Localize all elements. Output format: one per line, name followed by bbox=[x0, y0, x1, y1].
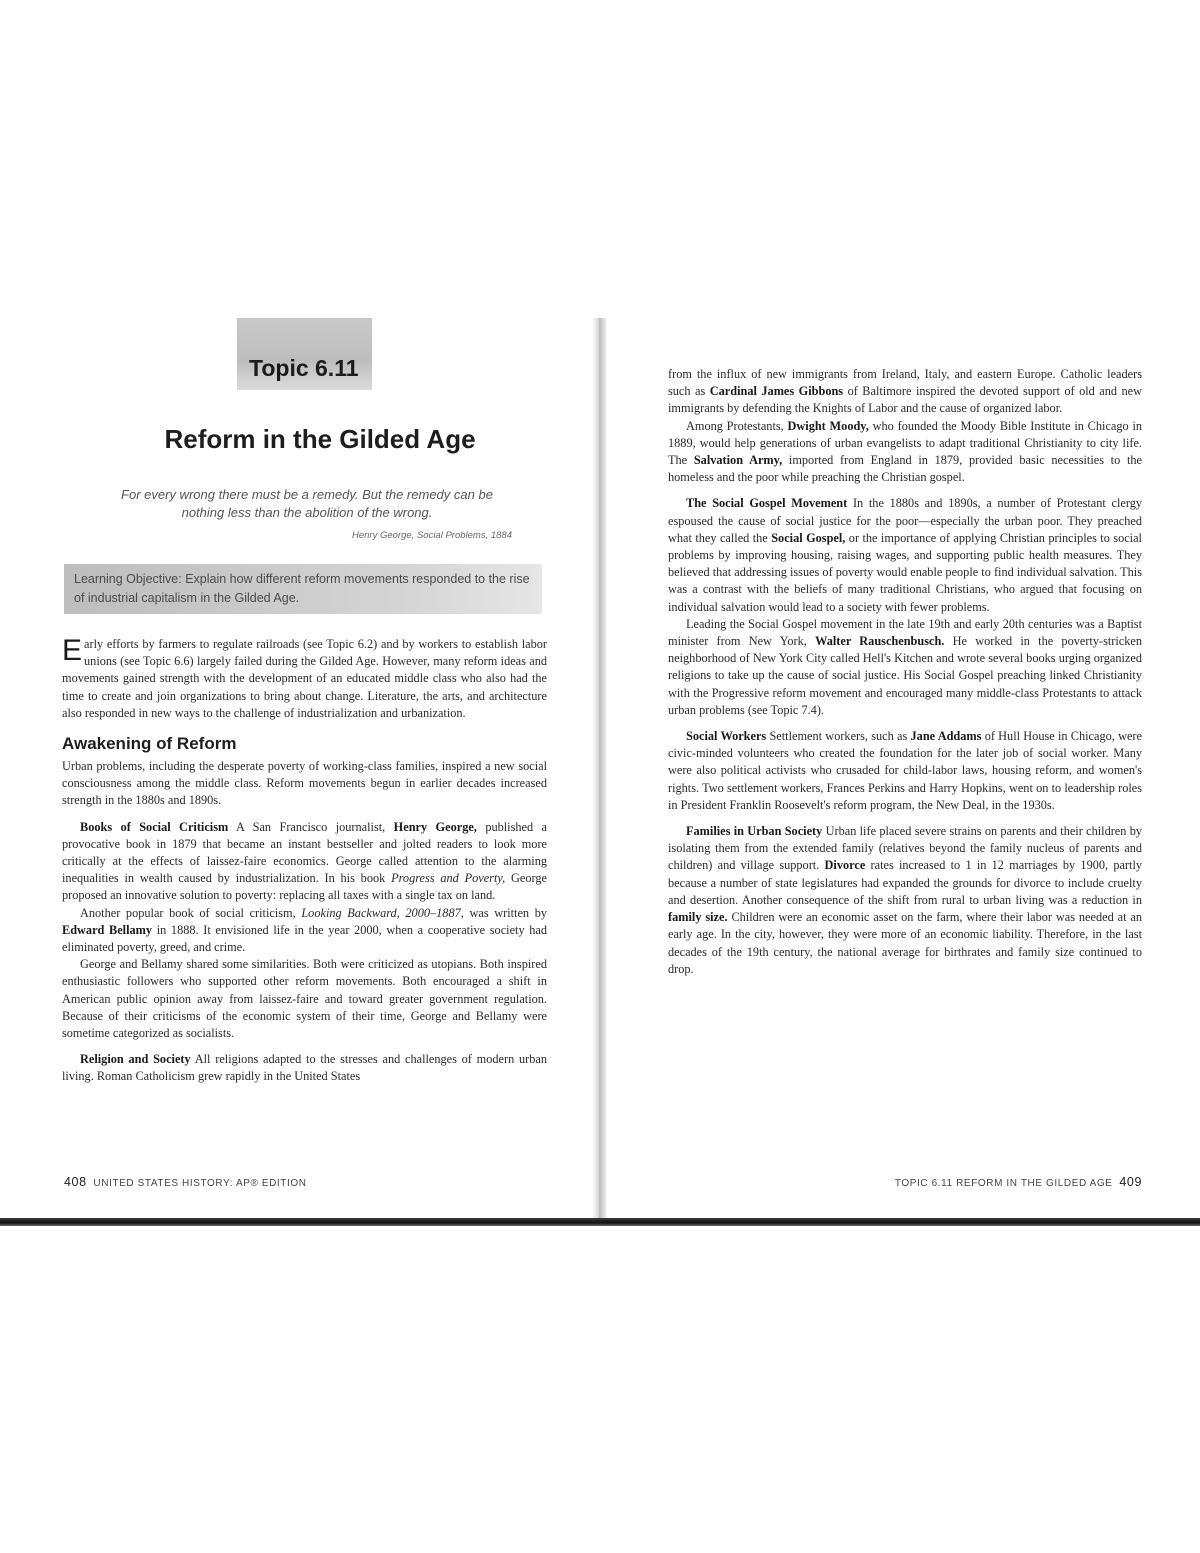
families-heading: Families in Urban Society bbox=[686, 824, 823, 839]
families-text-3: Children were an economic asset on the farm, where their labor was needed at an early age. In the city, however, they were more of an economic liability. Therefore, in the last decades of the 19th century, the national average for birthrates and family size continued to drop. bbox=[668, 910, 1142, 976]
books-text-2: published a provocative book in 1879 that became an instant bestseller and jolted readers to look more critically at the effects of laissez-faire economics. George called attention to the alarming inequalities in wealth caused by industrialization. In his book bbox=[62, 819, 548, 886]
bellamy-text-3: in 1888. It envisioned life in the year 2000, when a cooperative society had eliminated poverty, greed, and crime. bbox=[62, 922, 547, 955]
families-text-1: Urban life placed severe strains on parents and their children by isolating them from the extended family (relatives beyond the family nucleus of parents and children) and village support. bbox=[668, 824, 1143, 873]
families-paragraph bbox=[668, 823, 1142, 978]
bellamy-paragraph bbox=[62, 905, 547, 957]
learning-objective-text: Explain how different reform movements responded to the rise of industrial capitalism in the Gilded Age. bbox=[74, 572, 530, 605]
religion-text: All religions adapted to the stresses and challenges of modern urban living. Roman Catholicism grew rapidly in the United States bbox=[62, 1052, 547, 1084]
religion-heading: Religion and Society bbox=[80, 1052, 191, 1067]
learning-objective-box bbox=[64, 564, 542, 614]
edward-bellamy: Edward Bellamy bbox=[62, 922, 153, 937]
progress-and-poverty: Progress and Poverty, bbox=[391, 871, 506, 886]
catholic-paragraph bbox=[668, 366, 1142, 418]
section-heading: Awakening of Reform bbox=[62, 734, 237, 754]
bellamy-text-2: was written by bbox=[469, 905, 548, 920]
intro-paragraph bbox=[62, 636, 547, 722]
gospel-text-1: In the 1880s and 1890s, a number of Protestant clergy espoused the cause of social justice for the poor—especially the urban poor. They preached what they called the bbox=[668, 496, 1142, 545]
workers-text-2: of Hull House in Chicago, were civic-minded volunteers who created the foundation for the later job of social worker. Many were also political activists who crusaded for child-labor laws, housing reform, and women's rights. Two settlement workers, Frances Perkins and Harry Hopkins, went on to leadership roles in President Franklin Roosevelt's reform program, the New Deal, in the 1930s. bbox=[668, 729, 1142, 812]
protestant-paragraph bbox=[668, 418, 1142, 487]
catholic-text-1: from the influx of new immigrants from Ireland, Italy, and eastern Europe. Catholic leaders such as bbox=[668, 367, 1142, 399]
right-page-footer bbox=[895, 1175, 1142, 1189]
left-footer-text: UNITED STATES HISTORY: AP® EDITION bbox=[93, 1178, 307, 1189]
book-gutter bbox=[592, 318, 606, 1223]
family-size-term: family size. bbox=[668, 910, 728, 925]
chapter-title: Reform in the Gilded Age bbox=[164, 424, 476, 454]
gospel-text-2: or the importance of applying Christian principles to social problems by improving housing, raising wages, and supporting public health measures. They believed that addressing issues of poverty would enable people to find individual salvation. This was a contrast with the beliefs of many traditional Christians, who argued that focusing on individual salvation would lead to a society with fewer problems. bbox=[668, 530, 1142, 614]
epigraph-source: Henry George, Social Problems, 1884 bbox=[352, 530, 512, 541]
books-text-1: A San Francisco journalist, bbox=[235, 819, 386, 834]
looking-backward: Looking Backward, 2000–1887, bbox=[301, 905, 464, 920]
jane-addams: Jane Addams bbox=[910, 729, 982, 744]
drop-cap: E bbox=[62, 634, 83, 667]
moody-text-2: who founded the Moody Bible Institute in Chicago in 1889, would help generations of urban evangelists to adapt traditional Christianity to city life. The bbox=[668, 418, 1143, 468]
divorce-term: Divorce bbox=[824, 858, 866, 873]
social-gospel-paragraph bbox=[668, 495, 1142, 615]
epigraph-quote: For every wrong there must be a remedy. But the remedy can be nothing less than the abolition of the wrong. bbox=[121, 487, 493, 520]
intro-text: arly efforts by farmers to regulate railroads (see Topic 6.2) and by workers to establish labor unions (see Topic 6.6) largely failed during the Gilded Age. However, many reform ideas and movements gained strength with the development of an educated middle class who also had the time to create and join organizations to bring about change. Literature, the arts, and architecture also responded in new ways to the challenge of industrialization and urbanization. bbox=[62, 637, 547, 720]
books-heading: Books of Social Criticism bbox=[80, 819, 229, 834]
learning-objective bbox=[74, 570, 534, 608]
left-page-footer bbox=[64, 1175, 307, 1189]
right-page-number: 409 bbox=[1119, 1175, 1142, 1189]
awakening-paragraph: Urban problems, including the desperate poverty of working-class families, inspired a new social consciousness among the middle class. Reform movements begun in earlier decades increased strength in the 1880s and 1890s. bbox=[62, 759, 547, 808]
right-footer-text: TOPIC 6.11 REFORM IN THE GILDED AGE bbox=[894, 1178, 1113, 1189]
dwight-moody: Dwight Moody, bbox=[787, 418, 869, 433]
left-body bbox=[62, 636, 547, 1086]
books-paragraph bbox=[62, 819, 547, 905]
bellamy-text-1: Another popular book of social criticism, bbox=[80, 905, 296, 920]
social-gospel-heading: The Social Gospel Movement bbox=[686, 496, 848, 511]
workers-text-1: Settlement workers, such as bbox=[769, 729, 908, 744]
social-workers-paragraph bbox=[668, 728, 1142, 814]
catholic-text-2: of Baltimore inspired the devoted support of old and new immigrants by defending the Knights of Labor and the cause of organized labor. bbox=[668, 384, 1142, 416]
rausch-text-2: He worked in the poverty-stricken neighborhood of New York City called Hell's Kitchen and wrote several books urging organized religions to take up the cause of social justice. His Social Gospel preaching linked Christianity with the Progressive reform movement and encouraged many middle-class Protestants to attack urban problems (see Topic 7.4). bbox=[668, 634, 1143, 717]
page-bottom-edge bbox=[0, 1218, 1200, 1226]
learning-objective-label: Learning Objective: bbox=[74, 572, 182, 586]
walter-rauschenbusch: Walter Rauschenbusch. bbox=[815, 634, 945, 649]
moody-text-3: imported from England in 1879, provided basic necessities to the homeless and the poor while preaching the Christian gospel. bbox=[668, 453, 1142, 485]
social-gospel-term: Social Gospel, bbox=[771, 530, 846, 545]
salvation-army: Salvation Army, bbox=[693, 453, 783, 468]
george-bellamy-paragraph: George and Bellamy shared some similarities. Both were criticized as utopians. Both inspired enthusiastic followers who supported other reform movements. Both encouraged a shift in American public opinion away from laissez-faire and toward greater government regulation. Because of their criticisms of the economic system of their time, George and Bellamy were sometime categorized as socialists. bbox=[62, 957, 547, 1041]
right-page bbox=[668, 366, 1142, 978]
cardinal-gibbons: Cardinal James Gibbons bbox=[709, 384, 844, 399]
left-page-number: 408 bbox=[64, 1175, 87, 1189]
topic-label: Topic 6.11 bbox=[249, 355, 359, 381]
religion-paragraph bbox=[62, 1051, 547, 1085]
families-text-2: rates increased to 1 in 12 marriages by 1900, partly because a number of state legislatures had expanded the grounds for divorce to include cruelty and desertion. Another consequence of the shift from rural to urban living was a reduction in bbox=[668, 858, 1143, 907]
rauschenbusch-paragraph bbox=[668, 616, 1142, 719]
books-text-3: George proposed an innovative solution to poverty: replacing all taxes with a single tax on land. bbox=[62, 871, 547, 903]
rausch-text-1: Leading the Social Gospel movement in the late 19th and early 20th centuries was a Baptist minister from New York, bbox=[668, 616, 1142, 649]
social-workers-heading: Social Workers bbox=[686, 729, 767, 744]
moody-text-1: Among Protestants, bbox=[686, 418, 784, 433]
henry-george: Henry George, bbox=[393, 819, 477, 834]
